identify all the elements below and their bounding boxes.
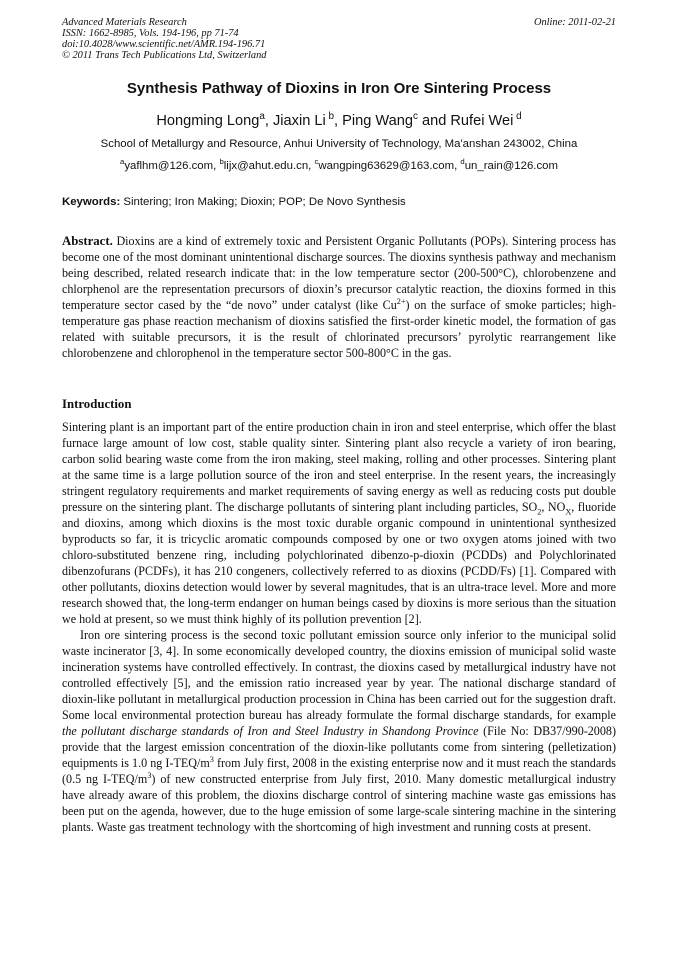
author-name: Jiaxin Li [273,113,326,129]
author-name: Hongming Long [156,113,260,129]
abstract [62,233,616,361]
author-mark: a [259,111,265,123]
abstract-text: ) on the surface of smoke particles; high-temperature gas phase reaction mechanism of dioxins satisfied the first-order kinetic model, the formation of gas related with suitable precursors, it is the result of chlorinated precursors’ pyrolytic rearrangement like chlorobenzene and chlorophenol in the temperature sector 500-800°C in the gas. [62,298,616,360]
journal-name: Advanced Materials Research [62,17,187,28]
email-list [62,157,616,172]
keywords-label: Keywords: [62,196,121,208]
keywords-text: Sintering; Iron Making; Dioxin; POP; De Novo Synthesis [120,196,406,208]
author-mark: d [513,111,522,123]
subscript: X [565,507,572,517]
superscript: 3 [209,754,214,764]
superscript: 2+ [396,296,406,306]
author-separator: and [417,113,451,129]
issn-line: ISSN: 1662-8985, Vols. 194-196, pp 71-74 [62,28,239,39]
text-run: Iron ore sintering process is the second toxic pollutant emission source only inferior to the municipal solid waste incinerator [3, 4]. In some economically developed country, the dioxins emission of municipal solid waste incineration systems have controlled effectively. In contrast, the dioxins cased by metallurgical industry have not controlled effectively [5], and the emission ratio increased year by year. The national discharge standard of dioxin-like pollutant in metallurgical production procession in China has been carried out for the suggestion draft. Some local environmental protection bureau has already formulate the formal discharge standards, for example [62,628,616,722]
paragraph [62,419,616,627]
author-mark: b [325,111,334,123]
email-mark: a [120,157,125,167]
text-run: from July first, 2008 in the existing enterprise now and it must reach the standards (0.5 ng I-TEQ/m [62,756,616,786]
text-run: Sintering plant is an important part of the entire production chain in iron and steel enterprise, which offer the blast furnace large amount of low cost, stable quality sinter. Sintering plant also recycle a variety of iron bearing, carbon solid bearing waste come from the iron making, steel making, rolling and other processes. Sintering plant at the same time is a large pollution source of the iron and steel enterprise. In the resent years, the increasingly stringent regulatory requirements and market requirements of saving energy as well as reducing costs put double pressure on the sintering plant. The discharge pollutants of sintering plant including particles, SO [62,420,616,514]
email-address: wangping63629@163.com, [318,160,461,172]
abstract-label: Abstract. [62,234,113,248]
paper-title: Synthesis Pathway of Dioxins in Iron Ore Sintering Process [126,80,552,97]
text-run: , fluoride and dioxins, among which dioxins is the most toxic durable organic compound in unintentional synthesized byproducts so far, it is tricyclic aromatic compounds composed by one or two oxygen atoms joined with two chloro-substituted benzene ring, including polychlorinated dibenzo-p-dioxin (PCDDs) and Polychlorinated dibenzofurans (PCDFs), it has 210 congeners, collectively referred to as dioxins (PCDD/Fs) [1]. Compared with other pollutants, dioxins detection would lower by several magnitudes, that is an ultra-trace level. More and more research showed that, the long-term endanger on human beings cased by dioxins is more serious than the situation we hold at present, so we must think highly of its pollution prevention [2]. [62,500,616,626]
body-text [62,419,616,835]
journal-header [62,17,616,61]
email-address: lijx@ahut.edu.cn, [223,160,315,172]
email-address: un_rain@126.com [464,160,558,172]
email-mark: d [460,157,465,167]
author-separator: , [264,113,273,129]
superscript: 3 [147,770,152,780]
email-address: yaflhm@126.com, [124,160,220,172]
section-heading: Introduction [62,397,132,411]
author-list [62,113,616,129]
author-separator: , [334,113,343,129]
email-mark: c [314,157,319,167]
text-run: , NO [541,500,566,514]
italic-text: the pollutant discharge standards of Iron and Steel Industry in Shandong Province [62,724,479,738]
abstract-text: Dioxins are a kind of extremely toxic and Persistent Organic Pollutants (POPs). Sintering process has become one of the most dominant unintentional discharge sources. The dioxins synthesis pathway and mechanism being described, related research indicate that: in the low temperature sector (200-500°C), chlorobenzene and chlorphenol are the representation precursors of dioxin’s precursor catalytic reaction, the dioxins formed in this temperature sector cased by the “de novo” under catalyst (like Cu [62,234,616,312]
paragraph [62,627,616,835]
affiliation: School of Metallurgy and Resource, Anhui University of Technology, Ma'anshan 243002, China [100,138,578,150]
doi-line: doi:10.4028/www.scientific.net/AMR.194-196.71 [62,39,266,50]
online-date: Online: 2011-02-21 [533,17,616,28]
text-run: ) of new constructed enterprise from July first, 2010. Many domestic metallurgical industry have already aware of this problem, the dioxins discharge control of sintering machine waste gas emissions has been put on the agenda, however, due to the huge emission of some large-scale sintering machine in the sintering plants. Waste gas treatment technology with the shortcoming of high investment and running costs at present. [62,772,616,834]
subscript: 2 [537,507,542,517]
author-name: Ping Wang [342,113,413,129]
author-name: Rufei Wei [450,113,514,129]
email-mark: b [219,157,224,167]
copyright-line: © 2011 Trans Tech Publications Ltd, Switzerland [62,50,267,61]
text-run: (File No: DB37/990-2008) provide that the largest emission concentration of the dioxin-like pollutants come from sintering (pelletization) equipments is 1.0 ng I-TEQ/m [62,724,616,770]
author-mark: c [412,111,418,123]
keywords [62,196,616,208]
